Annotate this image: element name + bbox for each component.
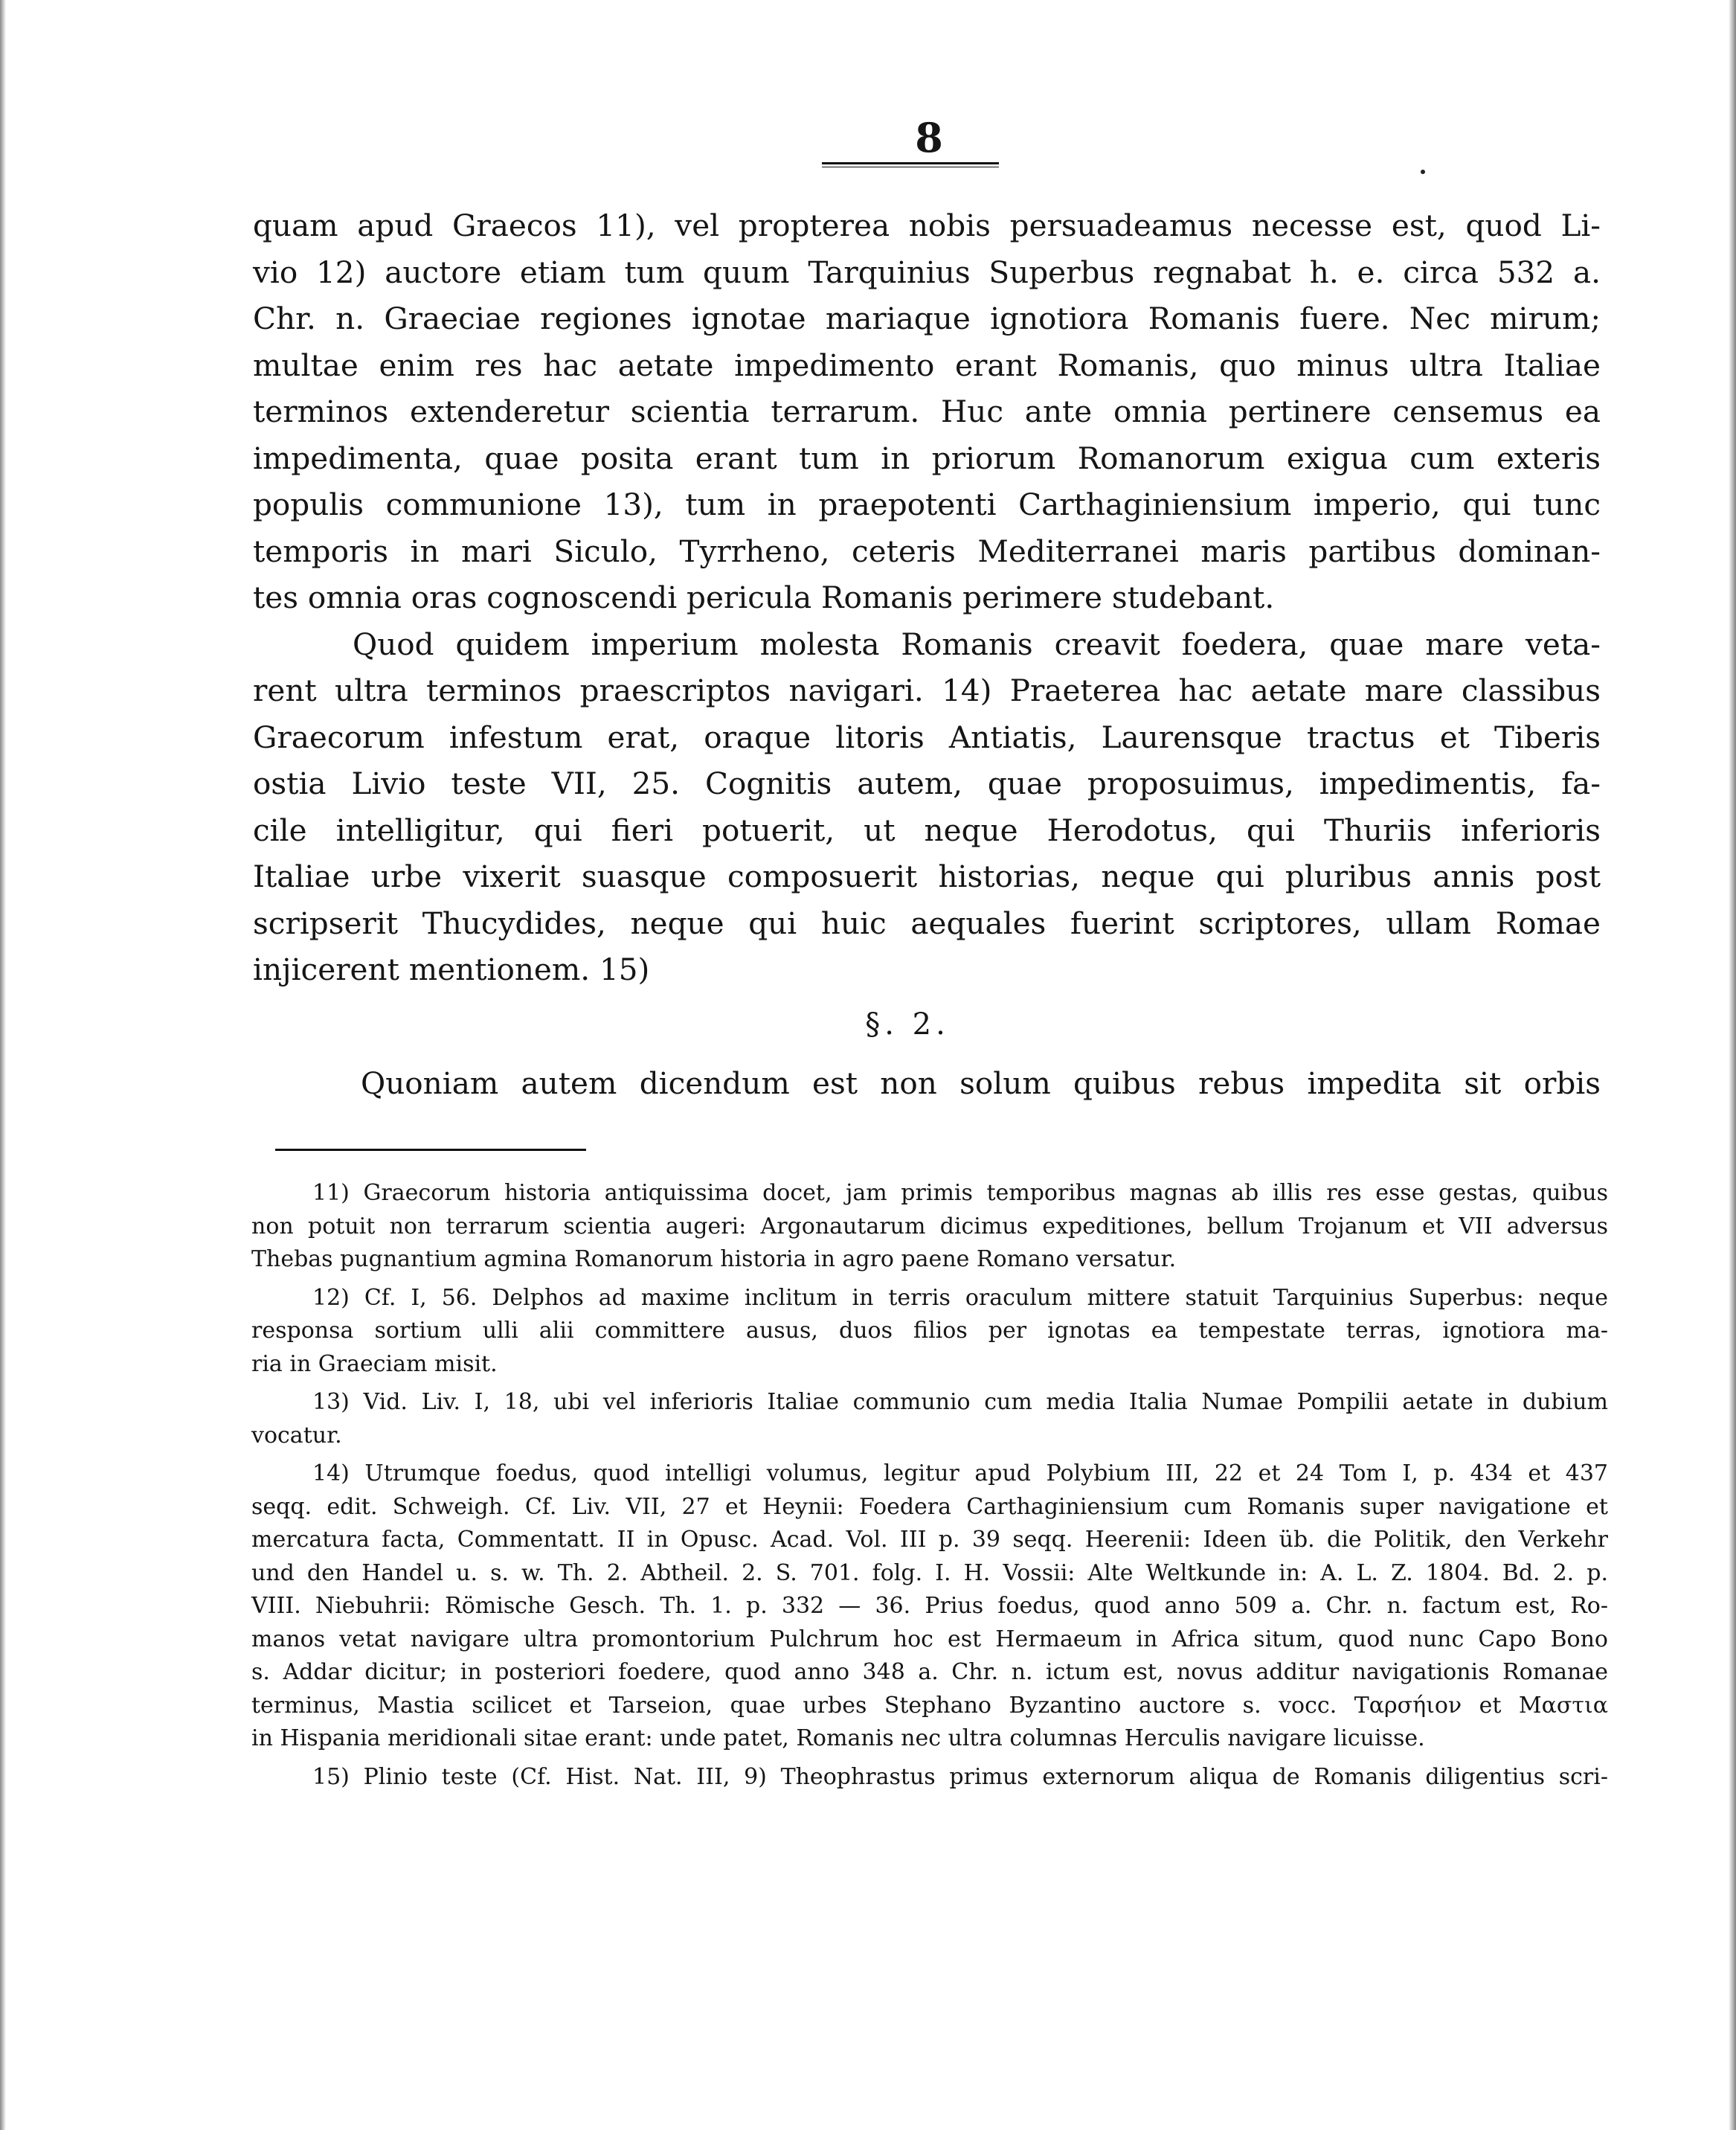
- footnote-line: 12) Cf. I, 56. Delphos ad maxime inclitum in terris oraculum mittere statuit Tarquinius Superbus: neque: [312, 1284, 1608, 1311]
- text-line: scripserit Thucydides, neque qui huic aequales fuerint scriptores, ullam Romae: [253, 905, 1601, 941]
- footnote-line: manos vetat navigare ultra promontorium Pulchrum hoc est Hermaeum in Africa situm, quod nunc Capo Bono: [251, 1626, 1608, 1652]
- main-text: [253, 202, 1601, 993]
- text-line: rent ultra terminos praescriptos navigari. 14) Praeterea hac aetate mare classibus: [253, 673, 1601, 708]
- footnote-13: [251, 1386, 1608, 1452]
- footnote-line: vocatur.: [251, 1422, 342, 1449]
- text-line: tes omnia oras cognoscendi pericula Romanis perimere studebant.: [253, 580, 1275, 615]
- text-line: temporis in mari Siculo, Tyrrheno, ceteris Mediterranei maris partibus dominan-: [253, 533, 1601, 569]
- text-line: multae enim res hac aetate impedimento erant Romanis, quo minus ultra Italiae: [253, 347, 1601, 383]
- footnote-line: responsa sortium ulli alii committere ausus, duos filios per ignotas ea tempestate terras, ignotiora ma-: [251, 1318, 1608, 1344]
- header-rule: [822, 162, 999, 167]
- footnote-14: [251, 1457, 1608, 1756]
- footnote-line: in Hispania meridionali sitae erant: unde patet, Romanis nec ultra columnas Herculis navigare licuisse.: [251, 1725, 1425, 1751]
- text-line: cile intelligitur, qui fieri potuerit, ut neque Herodotus, qui Thuriis inferioris: [253, 812, 1601, 848]
- footnote-line: und den Handel u. s. w. Th. 2. Abtheil. 2. S. 701. folg. I. H. Vossii: Alte Weltkunde in: A. L. Z. 1804. Bd. 2. p.: [251, 1559, 1608, 1586]
- footnote-line: s. Addar dicitur; in posteriori foedere, quod anno 348 a. Chr. n. ictum est, novus additur navigationis Romanae: [251, 1659, 1608, 1685]
- paragraph-2: [253, 621, 1601, 993]
- footnote-line: mercatura facta, Commentatt. II in Opusc. Acad. Vol. III p. 39 seqq. Heerenii: Ideen üb. die Politik, den Verkehr: [251, 1527, 1608, 1553]
- footnote-line: non potuit non terrarum scientia augeri: Argonautarum dicimus expeditiones, bellum Trojanum et VII adversus: [251, 1213, 1608, 1239]
- text-line: Chr. n. Graeciae regiones ignotae mariaque ignotiora Romanis fuere. Nec mirum;: [253, 301, 1601, 336]
- footnote-line: 15) Plinio teste (Cf. Hist. Nat. III, 9) Theophrastus primus externorum aliqua de Romanis diligentius scri-: [312, 1763, 1608, 1790]
- text-line: ostia Livio teste VII, 25. Cognitis autem, quae proposuimus, impedimentis, fa-: [253, 766, 1601, 801]
- footnote-line: seqq. edit. Schweigh. Cf. Liv. VII, 27 et Heynii: Foedera Carthaginiensium cum Romanis super navigatione et: [251, 1493, 1608, 1520]
- text-line: terminos extenderetur scientia terrarum. Huc ante omnia pertinere censemus ea: [253, 394, 1601, 429]
- page-edge-shadow-right: [1729, 0, 1736, 2130]
- page-edge-shadow-left: [0, 0, 6, 2130]
- footnotes: [251, 1177, 1608, 1799]
- footnote-line: Thebas pugnantium agmina Romanorum historia in agro paene Romano versatur.: [251, 1246, 1177, 1272]
- footnote-line: ria in Graeciam misit.: [251, 1350, 498, 1377]
- footnote-12: [251, 1282, 1608, 1382]
- paragraph-1: [253, 202, 1601, 621]
- ink-speck: [1421, 170, 1425, 174]
- text-line: Graecorum infestum erat, oraque litoris Antiatis, Laurensque tractus et Tiberis: [253, 719, 1601, 755]
- section-paragraph: [253, 1060, 1601, 1107]
- text-line: Quod quidem imperium molesta Romanis creavit foedera, quae mare veta-: [353, 626, 1601, 662]
- footnote-11: [251, 1177, 1608, 1277]
- text-line: impedimenta, quae posita erant tum in priorum Romanorum exigua cum exteris: [253, 440, 1601, 476]
- section-heading: §. 2.: [865, 1007, 950, 1042]
- footnote-15: [251, 1761, 1608, 1794]
- footnote-line: 14) Utrumque foedus, quod intelligi volumus, legitur apud Polybium III, 22 et 24 Tom I, p. 434 et 437: [312, 1460, 1608, 1486]
- footnote-line: terminus, Mastia scilicet et Tarseion, quae urbes Stephano Byzantino auctore s. vocc. Ταρσήιον et Μαστια: [251, 1692, 1608, 1719]
- text-line: populis communione 13), tum in praepotenti Carthaginiensium imperio, qui tunc: [253, 487, 1601, 522]
- footnote-line: 13) Vid. Liv. I, 18, ubi vel inferioris Italiae communio cum media Italia Numae Pompilii aetate in dubium: [312, 1389, 1608, 1415]
- text-line: Quoniam autem dicendum est non solum quibus rebus impedita sit orbis: [361, 1065, 1601, 1101]
- text-line: vio 12) auctore etiam tum quum Tarquinius Superbus regnabat h. e. circa 532 a.: [253, 254, 1601, 290]
- text-line: injicerent mentionem. 15): [253, 952, 650, 987]
- footnote-line: 11) Graecorum historia antiquissima docet, jam primis temporibus magnas ab illis res esse gestas, quibus: [312, 1180, 1608, 1206]
- footnote-rule: [275, 1149, 586, 1151]
- text-line: Italiae urbe vixerit suasque composuerit historias, neque qui pluribus annis post: [253, 859, 1601, 894]
- footnote-line: VIII. Niebuhrii: Römische Gesch. Th. 1. p. 332 — 36. Prius foedus, quod anno 509 a. Chr. n. factum est, Ro-: [251, 1593, 1608, 1619]
- text-line: quam apud Graecos 11), vel propterea nobis persuadeamus necesse est, quod Li-: [253, 208, 1601, 243]
- page-number: 8: [915, 114, 945, 161]
